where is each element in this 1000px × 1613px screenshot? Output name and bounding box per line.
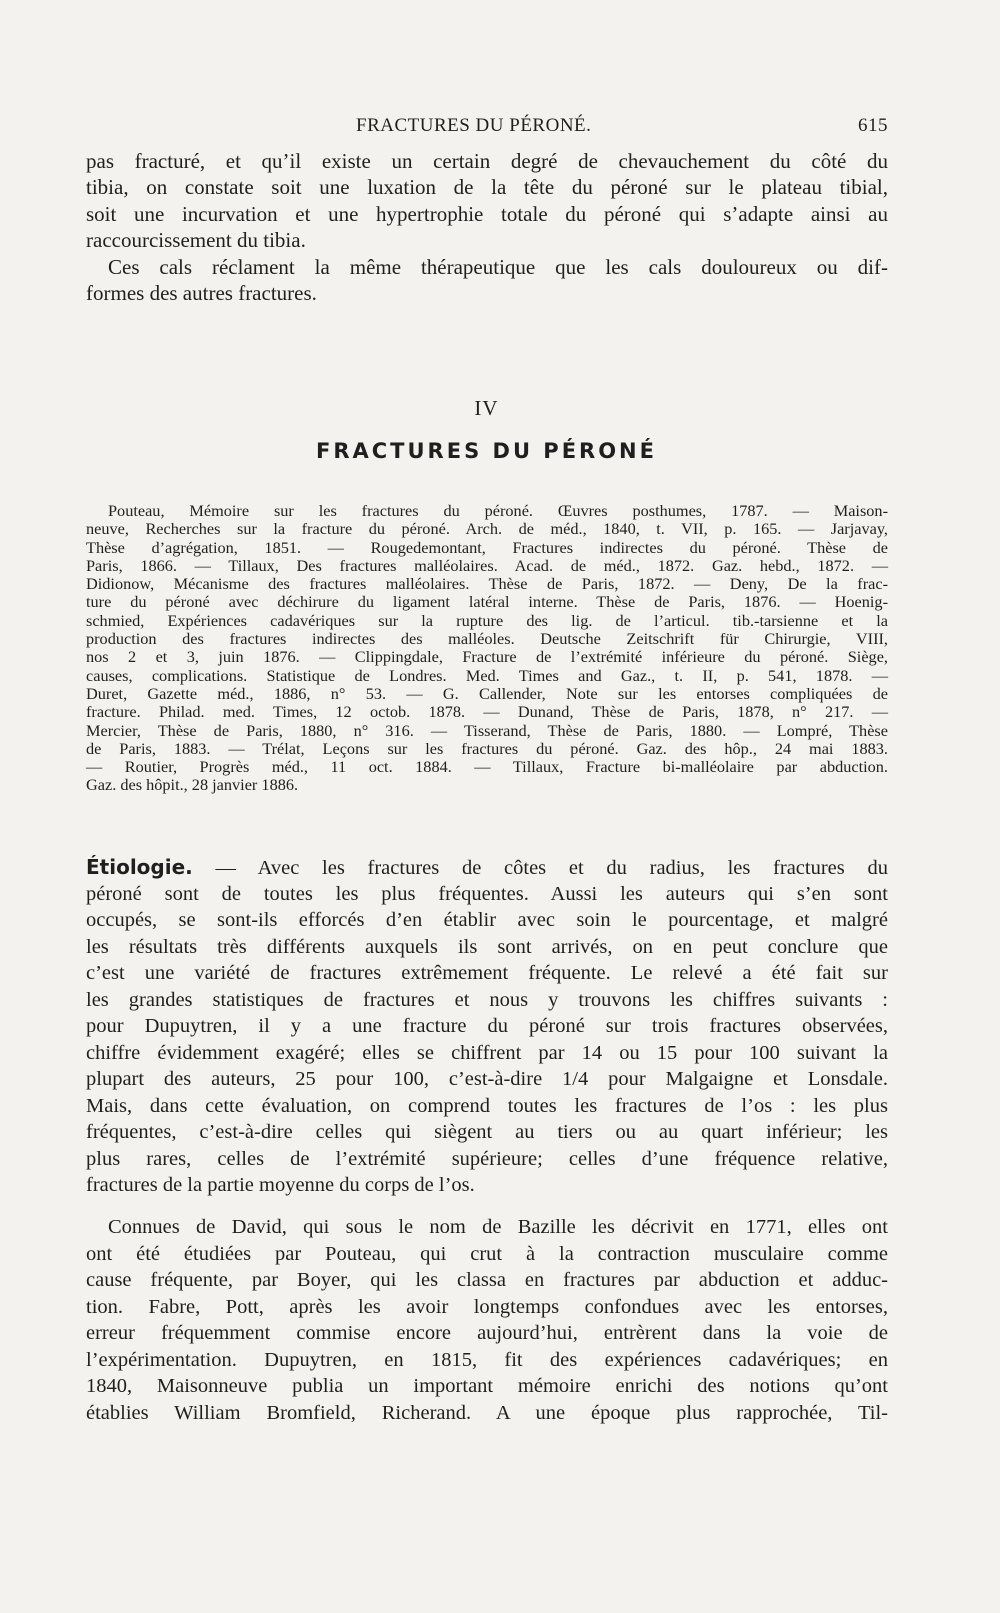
text-line: fréquentes, c’est-à-dire celles qui siègent au tiers ou au quart inférieur; les <box>86 1121 888 1143</box>
text-line: 1840, Maisonneuve publia un important mémoire enrichi des notions qu’ont <box>86 1375 888 1397</box>
bibliography-line: ture du péroné avec déchirure du ligament latéral interne. Thèse de Paris, 1876. — Hoenig- <box>86 592 888 612</box>
bibliography-line: nos 2 et 3, juin 1876. — Clippingdale, Fracture de l’extrémité inférieure du péroné. Siège, <box>86 647 888 667</box>
text-line: occupés, se sont-ils efforcés d’en établir avec soin le pourcentage, et malgré <box>86 909 888 931</box>
etiology-heading: Étiologie. <box>86 855 193 879</box>
running-title: FRACTURES DU PÉRONÉ. <box>356 115 592 136</box>
text-line: les résultats très différents auxquels ils sont arrivés, on en peut conclure que <box>86 935 888 958</box>
bibliography-line: Gaz. des hôpit., 28 janvier 1886. <box>86 775 299 795</box>
bibliography-line: neuve, Recherches sur la fracture du péroné. Arch. de méd., 1840, t. VII, p. 165. — Jarjavay, <box>86 519 888 539</box>
text-line: raccourcissement du tibia. <box>86 228 306 253</box>
bibliography-line: Mercier, Thèse de Paris, 1880, n° 316. — Tisserand, Thèse de Paris, 1880. — Lompré, Thèse <box>86 720 888 740</box>
section-number: IV <box>474 396 499 420</box>
text-line: plus rares, celles de l’extrémité supérieure; celles d’une fréquence relative, <box>86 1147 888 1170</box>
bibliography-line: Didionow, Mécanisme des fractures malléolaires. Thèse de Paris, 1872. — Deny, De la frac- <box>86 574 888 594</box>
text-line: les grandes statistiques de fractures et nous y trouvons les chiffres suivants : <box>86 988 888 1011</box>
text-line: établies William Bromfield, Richerand. A une époque plus rapprochée, Til- <box>86 1401 888 1424</box>
section-title: FRACTURES DU PÉRONÉ <box>316 439 657 463</box>
text-line: pas fracturé, et qu’il existe un certain degré de chevauchement du côté du <box>86 149 888 173</box>
page-number: 615 <box>858 115 888 136</box>
bibliography-line: production des fractures indirectes des malléoles. Deutsche Zeitschrift für Chirurgie, VIII, <box>86 629 888 649</box>
text-line: formes des autres fractures. <box>86 281 317 306</box>
intro-paragraph <box>86 148 888 306</box>
bibliography-line: Duret, Gazette méd., 1886, n° 53. — G. Callender, Note sur les entorses compliquées de <box>86 683 888 703</box>
text-line: l’expérimentation. Dupuytren, en 1815, fit des expériences cadavériques; en <box>86 1348 888 1371</box>
bibliography-line: schmied, Expériences cadavériques sur la rupture des lig. de l’articul. tib.-tarsienne et la <box>86 610 888 630</box>
text-line <box>86 854 888 881</box>
text-line: cause fréquente, par Boyer, qui les classa en fractures par abduction et adduc- <box>86 1269 888 1291</box>
running-header <box>86 115 888 141</box>
history-paragraph <box>86 1214 888 1426</box>
bibliography-line: Thèse d’agrégation, 1851. — Rougedemontant, Fractures indirectes du péroné. Thèse de <box>86 537 888 557</box>
text-line: fractures de la partie moyenne du corps de l’os. <box>86 1174 475 1196</box>
text-line: erreur fréquemment commise encore aujourd’hui, entrèrent dans la voie de <box>86 1322 888 1344</box>
bibliography <box>86 502 888 795</box>
text-line: ont été étudiées par Pouteau, qui crut à la contraction musculaire comme <box>86 1242 888 1265</box>
etiology-paragraph <box>86 854 888 1199</box>
text-line: Connues de David, qui sous le nom de Bazille les décrivit en 1771, elles ont <box>108 1216 888 1238</box>
text-line: tion. Fabre, Pott, après les avoir longtemps confondues avec les entorses, <box>86 1295 888 1318</box>
bibliography-line: fracture. Philad. med. Times, 12 octob. 1878. — Dunand, Thèse de Paris, 1878, n° 217. — <box>86 702 888 722</box>
bibliography-line: — Routier, Progrès méd., 11 oct. 1884. — Tillaux, Fracture bi-malléolaire par abduction. <box>86 757 888 777</box>
text-line: c’est une variété de fractures extrêmement fréquente. Le relevé a été fait sur <box>86 962 888 984</box>
text-line: pour Dupuytren, il y a une fracture du péroné sur trois fractures observées, <box>86 1015 888 1037</box>
bibliography-line: causes, complications. Statistique de Londres. Med. Times and Gaz., t. II, p. 541, 1878. — <box>86 665 888 685</box>
text-line: soit une incurvation et une hypertrophie totale du péroné qui s’adapte ainsi au <box>86 201 888 226</box>
text-line: Ces cals réclament la même thérapeutique que les cals douloureux ou dif- <box>108 254 888 279</box>
text-line: péroné sont de toutes les plus fréquentes. Aussi les auteurs qui s’en sont <box>86 882 888 905</box>
text-run: — Avec les fractures de côtes et du radius, les fractures du <box>192 857 888 879</box>
bibliography-line: Paris, 1866. — Tillaux, Des fractures malléolaires. Acad. de méd., 1872. Gaz. hebd., 1872. — <box>86 555 888 575</box>
bibliography-line: de Paris, 1883. — Trélat, Leçons sur les fractures du péroné. Gaz. des hôp., 24 mai 1883. <box>86 738 888 758</box>
text-line: Mais, dans cette évaluation, on comprend toutes les fractures de l’os : les plus <box>86 1094 888 1117</box>
text-line: chiffre évidemment exagéré; elles se chiffrent par 14 ou 15 pour 100 suivant la <box>86 1041 888 1064</box>
text-line: tibia, on constate soit une luxation de la tête du péroné sur le plateau tibial, <box>86 175 888 200</box>
bibliography-line: Pouteau, Mémoire sur les fractures du péroné. Œuvres posthumes, 1787. — Maison- <box>108 501 888 520</box>
text-line: plupart des auteurs, 25 pour 100, c’est-à-dire 1/4 pour Malgaigne et Lonsdale. <box>86 1068 888 1090</box>
